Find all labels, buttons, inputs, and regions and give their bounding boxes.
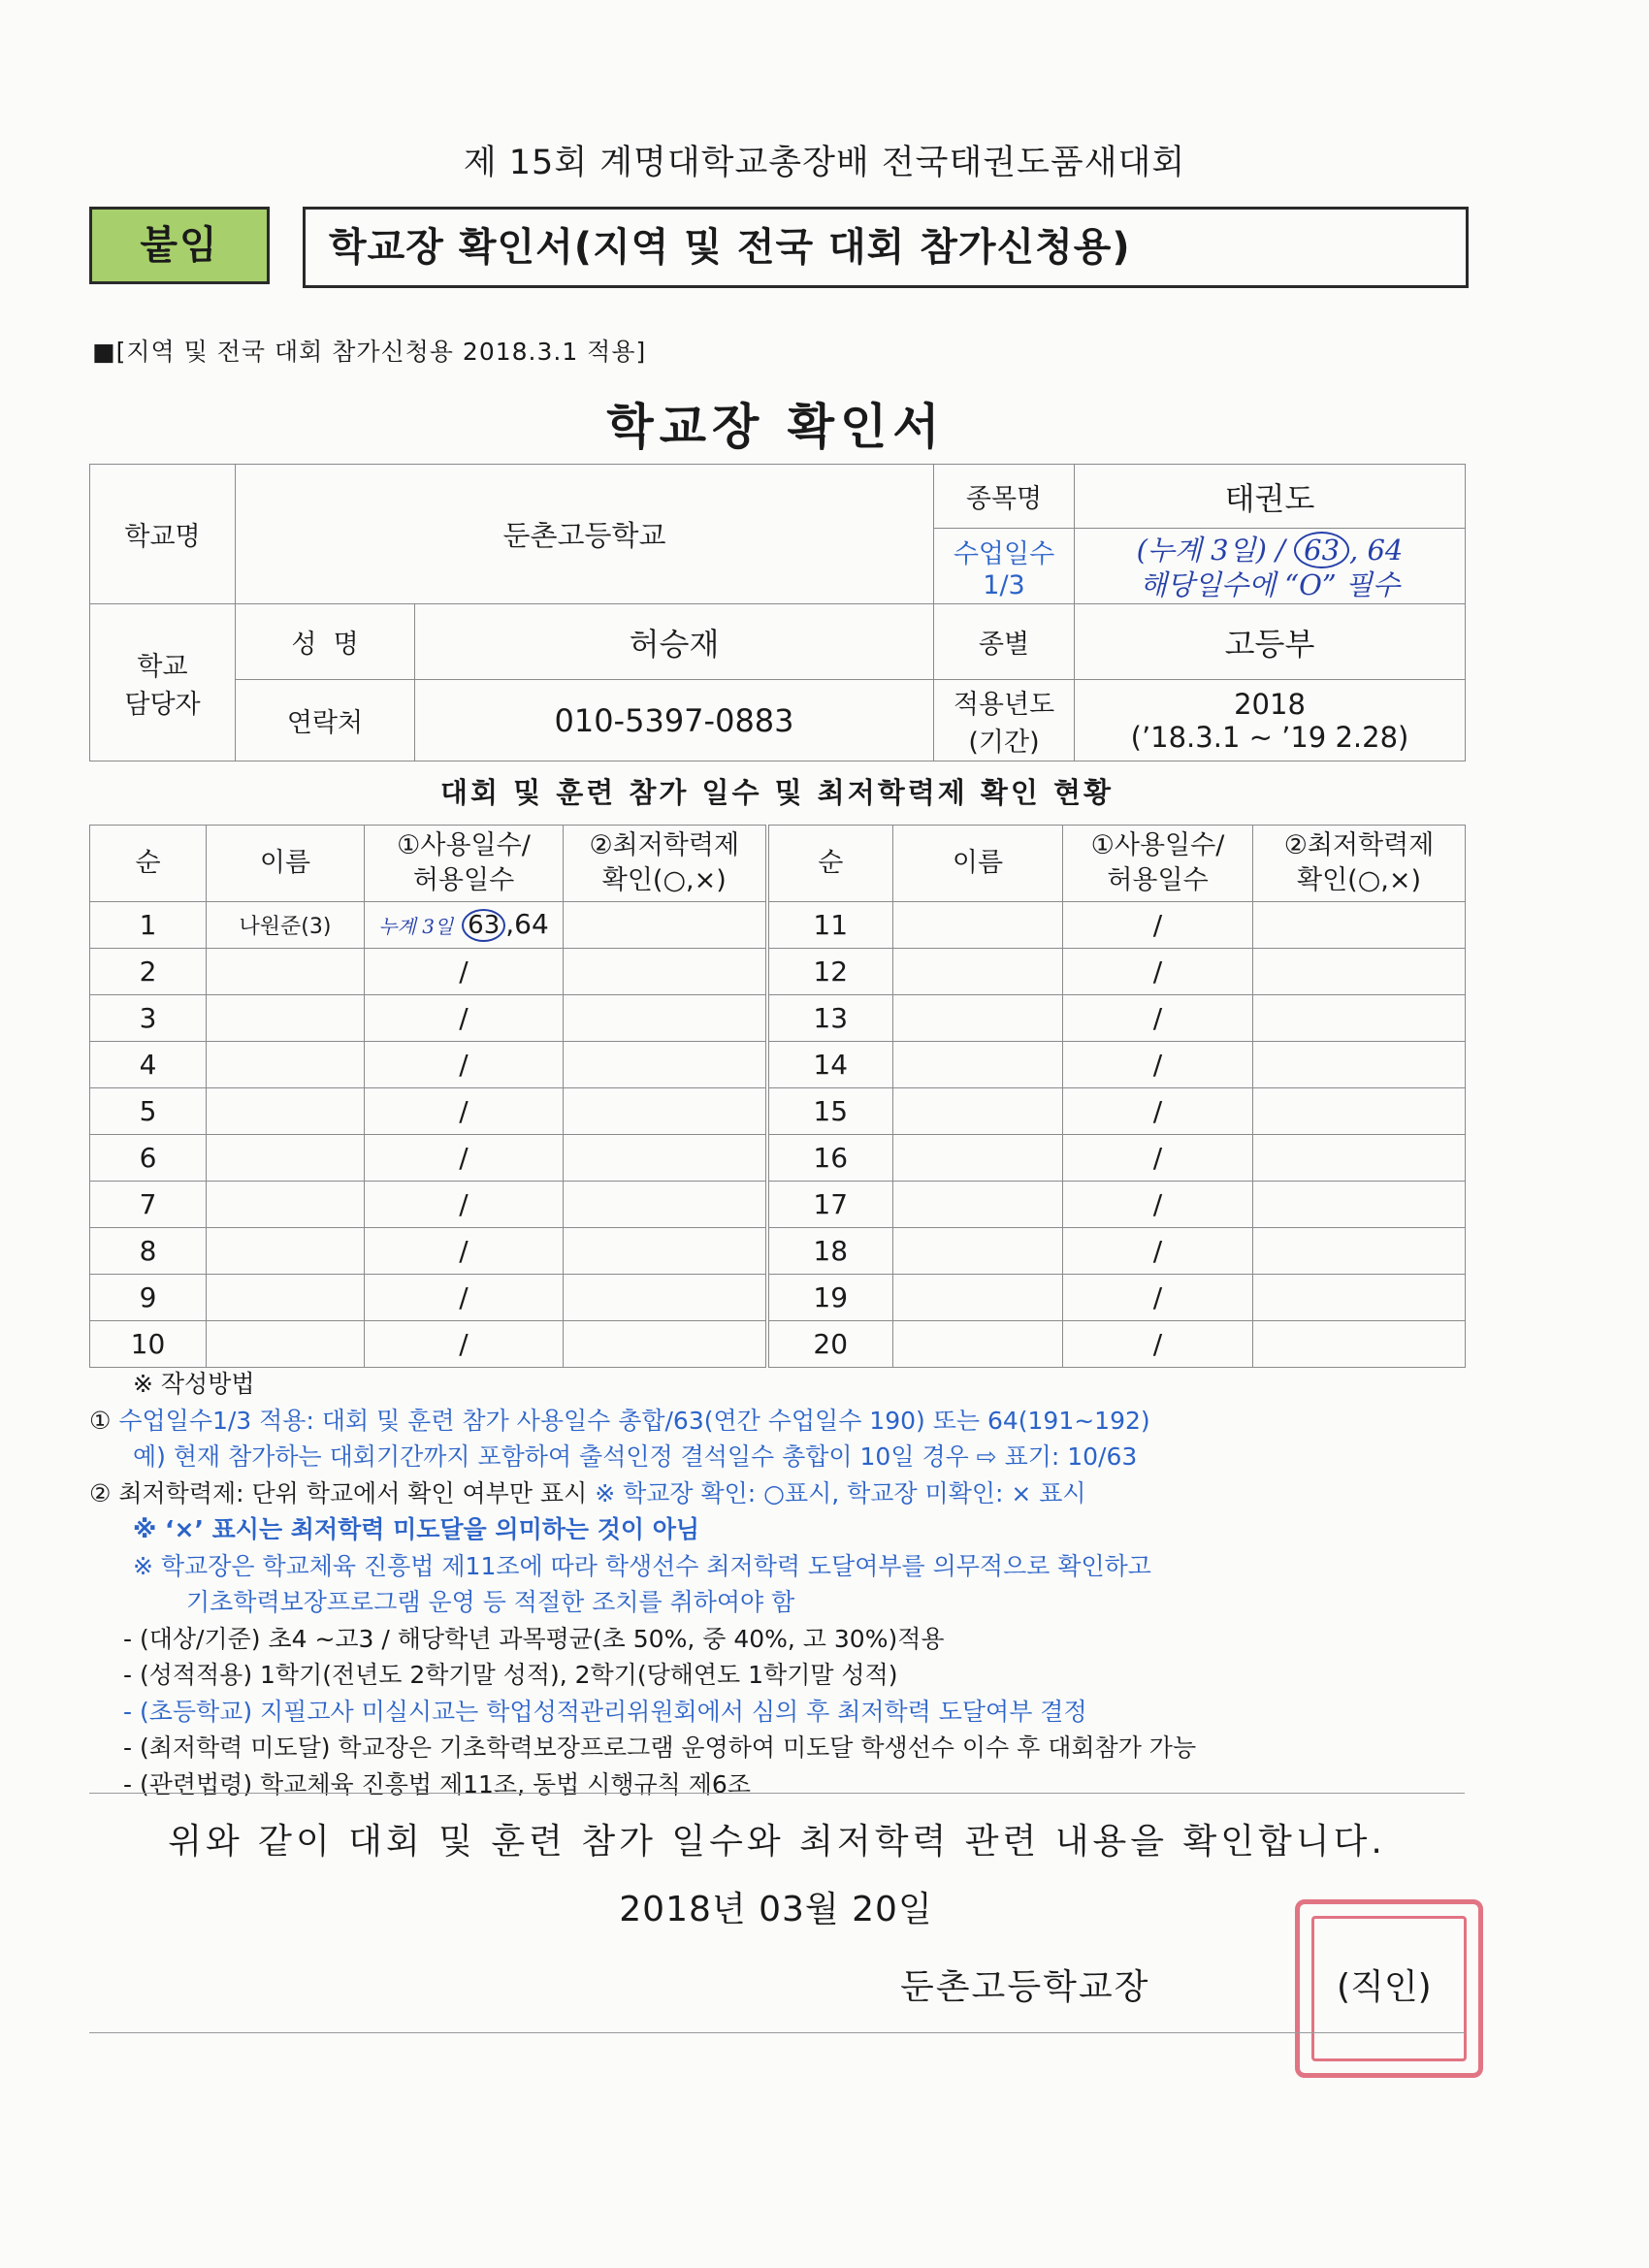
row-check [564, 949, 767, 995]
row-number-right: 16 [767, 1135, 893, 1182]
header-days-2-right: 허용일수 [1107, 865, 1209, 895]
row-days-right: / [1063, 1275, 1253, 1321]
seal-label: (직인) [1337, 1967, 1432, 2007]
note-1-line-2: 예) 현재 참가하는 대회기간까지 포함하여 출석인정 결석일수 총합이 10일 경우 ⇨ 표기: 10/63 [133, 1442, 1138, 1471]
row-days-rest: ,64 [505, 908, 549, 940]
header-days-right [1063, 826, 1253, 902]
row-check-right [1253, 1182, 1466, 1228]
row-name-right [893, 995, 1063, 1042]
row-number: 7 [90, 1182, 207, 1228]
row-days-right: / [1063, 1042, 1253, 1088]
row-number: 6 [90, 1135, 207, 1182]
notes-heading: ※ 작성방법 [133, 1370, 255, 1398]
row-check [564, 1228, 767, 1275]
row-number-right: 13 [767, 995, 893, 1042]
note-2-blue: ※ 학교장 확인: ○표시, 학교장 미확인: × 표시 [595, 1478, 1086, 1507]
row-check-right [1253, 1321, 1466, 1368]
row-number-right: 14 [767, 1042, 893, 1088]
table-row [90, 1182, 1466, 1228]
row-name [207, 1321, 365, 1368]
row-name [207, 1228, 365, 1275]
sport-label: 종목명 [934, 465, 1075, 529]
note-1 [89, 1403, 1496, 1440]
row-days-right: / [1063, 949, 1253, 995]
table-row [90, 1275, 1466, 1321]
year-period: (’18.3.1 ~ ’19 2.28) [1130, 720, 1409, 754]
event-title: 제 15회 계명대학교총장배 전국태권도품새대회 [463, 144, 1186, 182]
header-name-right: 이름 [893, 826, 1063, 902]
row-days: / [365, 1042, 564, 1088]
header-days [365, 826, 564, 902]
row-number-right: 18 [767, 1228, 893, 1275]
header-check-2: 확인(○,×) [601, 865, 727, 895]
note-1-line-1: 수업일수1/3 적용: 대회 및 훈련 참가 사용일수 총합/63(연간 수업일수 190) 또는 64(191~192) [118, 1406, 1150, 1435]
row-days: / [365, 1275, 564, 1321]
header-check-1-right: ②최저학력제 [1283, 830, 1435, 860]
row-check-right [1253, 902, 1466, 949]
note-4-line-1: ※ 학교장은 학교체육 진흥법 제11조에 따라 학생선수 최저학력 도달여부를 의무적으로 확인하고 [133, 1551, 1151, 1580]
row-days-circled: 63 [462, 909, 505, 942]
row-check-right [1253, 1088, 1466, 1135]
row-check [564, 1182, 767, 1228]
participation-table [89, 825, 1466, 1368]
row-name [207, 1182, 365, 1228]
year-value-cell [1075, 680, 1466, 761]
main-title: 학교장 확인서 [606, 399, 946, 455]
confirmation-text: 위와 같이 대회 및 훈련 참가 일수와 최저학력 관련 내용을 확인합니다. [168, 1822, 1386, 1862]
note-1-mark: ① [89, 1406, 112, 1435]
note-2-mark: ② [89, 1478, 112, 1507]
row-days-right: / [1063, 1321, 1253, 1368]
division-label: 종별 [934, 604, 1075, 680]
note-3: ※ ‘×’ 표시는 최저학력 미도달을 의미하는 것이 아님 [133, 1515, 700, 1543]
row-days: / [365, 1182, 564, 1228]
sport-value: 태권도 [1075, 465, 1466, 529]
row-check [564, 995, 767, 1042]
year-label [934, 680, 1075, 761]
row-days: / [365, 995, 564, 1042]
attachment-badge: 붙임 [89, 207, 270, 284]
header-check [564, 826, 767, 902]
class-days-label-text: 수업일수 [953, 538, 1055, 569]
row-name [207, 1135, 365, 1182]
table-header-row [90, 826, 1466, 902]
header-days-1-right: ①사용일수/ [1090, 830, 1225, 860]
row-name-right [893, 902, 1063, 949]
row-name-right [893, 1135, 1063, 1182]
class-days-ratio: 1/3 [983, 569, 1025, 600]
school-name-label: 학교명 [90, 465, 236, 604]
row-days-right: / [1063, 1182, 1253, 1228]
principal-name: 둔촌고등학교장 [900, 1967, 1150, 2007]
header-check-right [1253, 826, 1466, 902]
scope-note: ■[지역 및 전국 대회 참가신청용 2018.3.1 적용] [92, 338, 647, 366]
contact-person-label-1: 학교 [137, 651, 188, 682]
divider-top [89, 1793, 1465, 1794]
row-number-right: 20 [767, 1321, 893, 1368]
header-name: 이름 [207, 826, 365, 902]
row-number: 2 [90, 949, 207, 995]
table-row [90, 1088, 1466, 1135]
row-days-right: / [1063, 1135, 1253, 1182]
row-check [564, 1321, 767, 1368]
row-name-right [893, 1182, 1063, 1228]
row-name-right [893, 1275, 1063, 1321]
class-days-value-b: , 64 [1349, 533, 1404, 567]
row-check [564, 1088, 767, 1135]
table-row [90, 1042, 1466, 1088]
row-days: / [365, 1135, 564, 1182]
phone-value: 010-5397-0883 [415, 680, 934, 761]
row-name [207, 949, 365, 995]
row-number: 9 [90, 1275, 207, 1321]
row-number: 3 [90, 995, 207, 1042]
row-check-right [1253, 1275, 1466, 1321]
row-check-right [1253, 995, 1466, 1042]
class-days-hand-note: 해당일수에 “O” 필수 [1140, 567, 1400, 601]
row-days [365, 902, 564, 949]
row-name [207, 995, 365, 1042]
row-check-right [1253, 949, 1466, 995]
row-name-right [893, 1042, 1063, 1088]
header-no-right: 순 [767, 826, 893, 902]
instructions [89, 1366, 1496, 1802]
detail-5: - (관련법령) 학교체육 진흥법 제11조, 동법 시행규칙 제6조 [123, 1769, 751, 1798]
name-value: 허승재 [415, 604, 934, 680]
divider-bottom [89, 2032, 1465, 2033]
row-number: 1 [90, 902, 207, 949]
note-2 [89, 1475, 1496, 1512]
row-number: 5 [90, 1088, 207, 1135]
row-number-right: 12 [767, 949, 893, 995]
row-number: 8 [90, 1228, 207, 1275]
row-name-right [893, 1228, 1063, 1275]
row-name-right [893, 1321, 1063, 1368]
row-number: 4 [90, 1042, 207, 1088]
row-check [564, 902, 767, 949]
row-name [207, 1088, 365, 1135]
header-days-2: 허용일수 [412, 865, 515, 895]
row-check-right [1253, 1228, 1466, 1275]
contact-person-label-2: 담당자 [124, 689, 201, 720]
header-check-2-right: 확인(○,×) [1297, 865, 1421, 895]
row-number: 10 [90, 1321, 207, 1368]
year-label-2: (기간) [968, 727, 1040, 758]
class-days-handwriting [1075, 529, 1466, 604]
row-days-right: / [1063, 1088, 1253, 1135]
row-check-right [1253, 1042, 1466, 1088]
detail-2: - (성적적용) 1학기(전년도 2학기말 성적), 2학기(당해연도 1학기말 성적) [123, 1661, 898, 1689]
row-check [564, 1275, 767, 1321]
table-row [90, 1228, 1466, 1275]
year-value: 2018 [1234, 687, 1306, 721]
row-days-right: / [1063, 1228, 1253, 1275]
row-check [564, 1042, 767, 1088]
note-2-plain: 최저학력제: 단위 학교에서 확인 여부만 표시 [118, 1478, 588, 1507]
row-number-right: 11 [767, 902, 893, 949]
note-4-line-2: 기초학력보장프로그램 운영 등 적절한 조치를 취하여야 함 [186, 1588, 795, 1616]
document-date: 2018년 03월 20일 [619, 1890, 933, 1929]
header-no: 순 [90, 826, 207, 902]
school-info-table [89, 464, 1466, 761]
header-days-1: ①사용일수/ [397, 830, 531, 860]
header-title: 학교장 확인서(지역 및 전국 대회 참가신청용) [303, 207, 1469, 288]
school-name-value: 둔촌고등학교 [236, 465, 934, 604]
row-name-right [893, 1088, 1063, 1135]
phone-label: 연락처 [236, 680, 415, 761]
name-label: 성 명 [236, 604, 415, 680]
detail-3: - (초등학교) 지필고사 미실시교는 학업성적관리위원회에서 심의 후 최저학력 도달여부 결정 [123, 1697, 1087, 1726]
header-check-1: ②최저학력제 [589, 830, 740, 860]
division-value: 고등부 [1075, 604, 1466, 680]
row-name: 나원준(3) [207, 902, 365, 949]
row-days-hand-note: 누계 3일 [378, 915, 454, 938]
table-row [90, 902, 1466, 949]
row-days: / [365, 1321, 564, 1368]
class-days-label [934, 529, 1075, 604]
table-row [90, 949, 1466, 995]
table-row [90, 1135, 1466, 1182]
row-number-right: 17 [767, 1182, 893, 1228]
row-number-right: 19 [767, 1275, 893, 1321]
row-check-right [1253, 1135, 1466, 1182]
detail-4: - (최저학력 미도달) 학교장은 기초학력보장프로그램 운영하여 미도달 학생선수 이수 후 대회참가 가능 [123, 1733, 1197, 1762]
row-name [207, 1275, 365, 1321]
row-days: / [365, 1088, 564, 1135]
class-days-circled: 63 [1294, 532, 1349, 568]
row-days: / [365, 949, 564, 995]
row-days-right: / [1063, 902, 1253, 949]
contact-person-label [90, 604, 236, 761]
detail-1: - (대상/기준) 초4 ~고3 / 해당학년 과목평균(초 50%, 중 40%, 고 30%)적용 [123, 1624, 945, 1653]
year-label-1: 적용년도 [953, 689, 1055, 720]
row-days: / [365, 1228, 564, 1275]
status-title: 대회 및 훈련 참가 일수 및 최저학력제 확인 현황 [439, 776, 1115, 809]
row-check [564, 1135, 767, 1182]
row-name [207, 1042, 365, 1088]
class-days-hand-a: (누계 3일) / [1136, 533, 1285, 567]
row-days-right: / [1063, 995, 1253, 1042]
table-row [90, 1321, 1466, 1368]
row-name-right [893, 949, 1063, 995]
row-number-right: 15 [767, 1088, 893, 1135]
table-row [90, 995, 1466, 1042]
